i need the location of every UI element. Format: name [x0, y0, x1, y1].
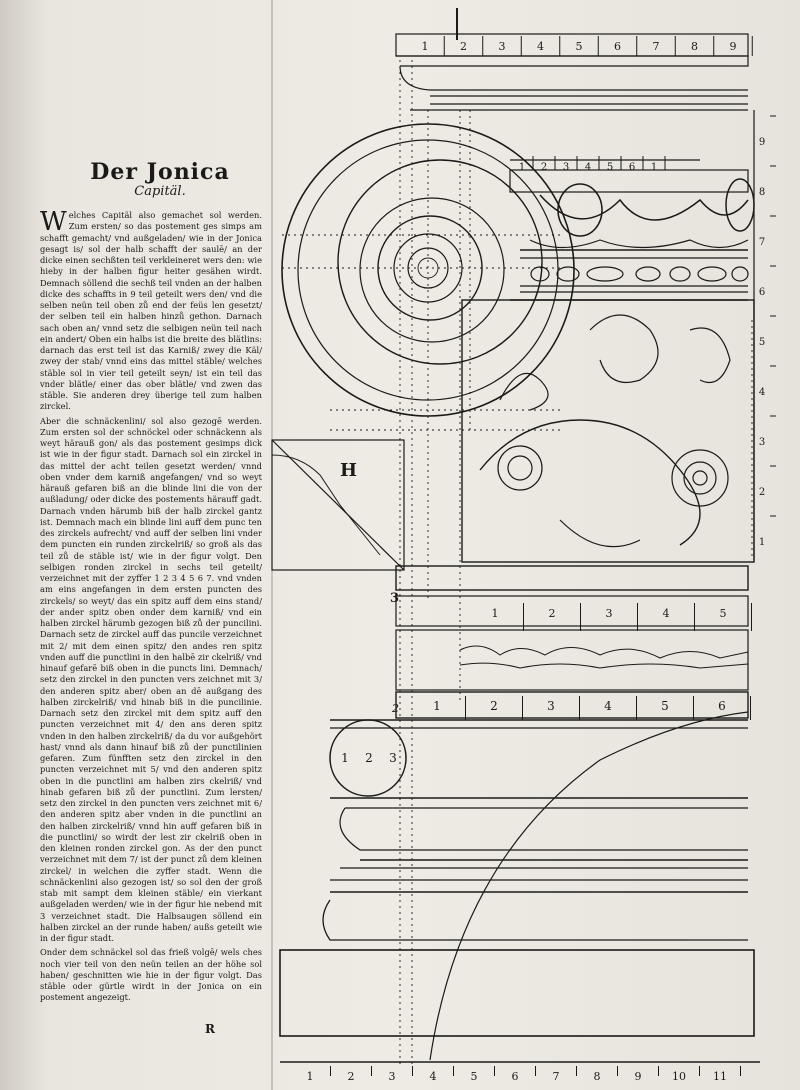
top-scale-label: 3 [498, 40, 506, 53]
right-scale-label: 4 [758, 387, 766, 398]
right-scale-label: 1 [758, 537, 766, 548]
bottom-scale-label: 5 [470, 1070, 478, 1083]
page-title: Der Jonica [90, 159, 230, 185]
right-scale-label: 8 [758, 187, 766, 198]
left-marker-a: 3 [390, 591, 400, 606]
right-scale-label: 2 [758, 487, 766, 498]
bottom-scale [307, 1066, 741, 1083]
top-scale-label: 5 [575, 40, 583, 53]
right-scale-label: 3 [758, 437, 766, 448]
right-scale-label: 9 [758, 137, 766, 148]
paragraph-3: Onder dem schnäckel sol das frieß volgē/ wels ches noch vier teil von den neün teilen an der höhe sol haben/ geschnitten wie hie in der figur volgt. Das stäble oder gürtle wirdt in der Jonica on ein postement angezeigt. [40, 947, 262, 1003]
bottom-scale-label: 6 [511, 1070, 519, 1083]
bottom-scale-label: 10 [672, 1070, 686, 1083]
egg-scale-label: 1 [518, 162, 526, 173]
band-upper-label: 1 [491, 607, 499, 620]
band-lower-label: 2 [490, 699, 498, 713]
egg-scale-label: 3 [562, 162, 570, 173]
band-lower-label: 4 [604, 699, 612, 713]
bottom-scale-label: 9 [634, 1070, 642, 1083]
bottom-scale-label: 2 [347, 1070, 355, 1083]
top-scale-label: 9 [729, 40, 737, 53]
right-scale-label: 5 [758, 337, 766, 348]
right-scale-label: 7 [758, 237, 766, 248]
eye-number-label: 1 [341, 751, 349, 765]
pedestal-letter: H [340, 460, 358, 481]
egg-scale-label: 2 [540, 162, 548, 173]
band-lower-label: 1 [433, 699, 441, 713]
top-scale [422, 36, 753, 56]
band-lower-label: 6 [718, 699, 726, 713]
bottom-scale-label: 4 [429, 1070, 437, 1083]
page-subtitle: Capitäl. [134, 184, 186, 199]
band-upper-label: 4 [662, 607, 670, 620]
band-upper-label: 3 [605, 607, 613, 620]
top-scale-label: 6 [614, 40, 621, 53]
eye-number-label: 3 [389, 751, 397, 765]
paragraph-1: Welches Capitäl also gemachet sol werden. Zum ersten/ so das postement ges simps am schafft gemacht/ vnd außgeladen/ wie in der Jonica gesagt is/ sol der halb schafft der saulē/ an der dicke einen sechßten teil verkleineret wers den: wie hieby in der halben figur heiter gesähen wirdt. Demnach söllend die sechß teil vnden an der halben dicke des schaffts in 9 teil geteilt wers den/ vnd die selben neün teil oben zů end der feüs len gesetzt/ der selben teil ein halben hinzů gethon. Darnach sach oben an/ vnnd setz die selbigen neün teil nach ein andert/ Oben ein halbs ist die breite des blätlins: darnach das erst teil ist das Karniß/ zwey die Käl/ zwey der stab/ vnnd eins das mittel stäble/ welches stäble sol in vier teil geteilt seyn/ ist ein teil das vnder blätle/ einer das ober blätle/ vnd zwen das stäble. Sie anderen drey überige teil zum halben zirckel. [40, 207, 262, 412]
top-scale-label: 7 [652, 40, 660, 53]
band-upper-scale [492, 603, 752, 631]
egg-scale-label: 1 [650, 162, 658, 173]
bottom-scale-label: 7 [552, 1070, 560, 1083]
eye-number-label: 2 [365, 751, 373, 765]
bottom-scale-label: 8 [593, 1070, 601, 1083]
egg-scale-label: 5 [606, 162, 614, 173]
band-upper-label: 2 [548, 607, 556, 620]
band-lower-scale [433, 696, 750, 720]
band-lower-label: 5 [661, 699, 669, 713]
bottom-scale-label: 3 [388, 1070, 396, 1083]
bottom-scale-label: 1 [306, 1070, 314, 1083]
band-upper-label: 5 [719, 607, 727, 620]
bottom-scale-label: 11 [713, 1070, 727, 1083]
paragraph-2: Aber die schnäckenlini/ sol also gezogē werden. Zum ersten sol der schnöckel oder schnäckenn als weyt härauß gon/ als das postement gesimps dick ist wie in der figur stadt. Darnach sol ein zirckel in das mittel der acht teilen gesetzt werden/ vnnd oben vnder dem karniß angefangen/ vnd so weyt härauß gefaren biß an die blinde lini die von der außladung/ oder dicke des postements härauff gadt. Darnach vnden härumb biß der halb zirckel gantz ist. Demnach mach ein blinde lini auff dem punc ten des zirckels aufrecht/ vnd auff der selben lini vnder dem puncten ein runden zirckelriß/ so groß als das teil zů de stäble ist/ wie in der figur volgt. Den selbigen ronden zirckel in sechs teil geteilt/ verzeichnet mit der zyffer 1 2 3 4 5 6 7. vnd vnden am eins angefangen in dem ersten puncten des zirckels/ so weyt/ das ein spitz auff dem eins stand/ der ander spitz oben onder dem karniß/ vnd ein halben zirckel härumb gezogen biß zů der puncilini. Darnach setz de zirckel auff das puncile verzeichnet mit 2/ mit dem einen spitz/ den andes ren spitz vnden auff die punctlini in den halbē zir ckelriß/ vnd hinauf gefarē biß oben in die puncts lini. Demnach/ setz den zirckel in den puncten vers zeichnet mit 3/ den anderen spitz aber/ oben an dē außgang des halben zirckelriß/ vnd hinab biß in die puncilinie. Darnach setz den zirckel mit dem spitz auff den puncten verzeichnet mit 4/ den ans deren spitz vnden in den halben zirckelriß/ da du vor außgehört hast/ vnnd als dann hinauf biß zů der punctilinien gefaren. Zum fünfften setz den zirckel in den puncten verzeichnet mit 5/ vnd den anderen spitz oben in die punctlini am halben zirs ckelriß/ vnd hinab gefaren biß zů der punctlini. Zum lersten/ setz den zirckel in den puncten vers zeichnet mit 6/ den anderen spitz aber vnden in die punctlini an den halben zirckelriß/ vnnd hin auff gefaren biß in die punctlini/ so wirdt der lest zir ckelriß oben in den kleinen ronden zirckel gon. As der den punct verzeichnet mit dem 7/ ist der punct zů dem kleinen zirckel/ in welchen die zyffer stadt. Wenn die schnäckenlini also gezogen ist/ so sol den der groß stab mit sampt dem kleinen stäble/ ein vierkant außgeladen werden/ wie in der figur hie nebend mit 3 verzeichnet stadt. Die Halbsaugen söllend ein halben zirckel an der runde haben/ außs geteilt wie in der figur stadt. [40, 415, 262, 943]
band-lower-label: 3 [547, 699, 555, 713]
egg-scale-label: 6 [628, 162, 636, 173]
right-scale-label: 6 [758, 287, 766, 298]
top-scale-label: 1 [421, 40, 429, 53]
egg-scale-label: 4 [584, 162, 592, 173]
top-scale-label: 4 [537, 40, 544, 53]
volute-eye-numbers [341, 751, 397, 765]
right-scale [759, 116, 776, 548]
top-scale-label: 8 [691, 40, 698, 53]
top-scale-label: 2 [460, 40, 467, 53]
left-marker-b: 2 [392, 702, 399, 715]
catchword: R [205, 1022, 215, 1036]
